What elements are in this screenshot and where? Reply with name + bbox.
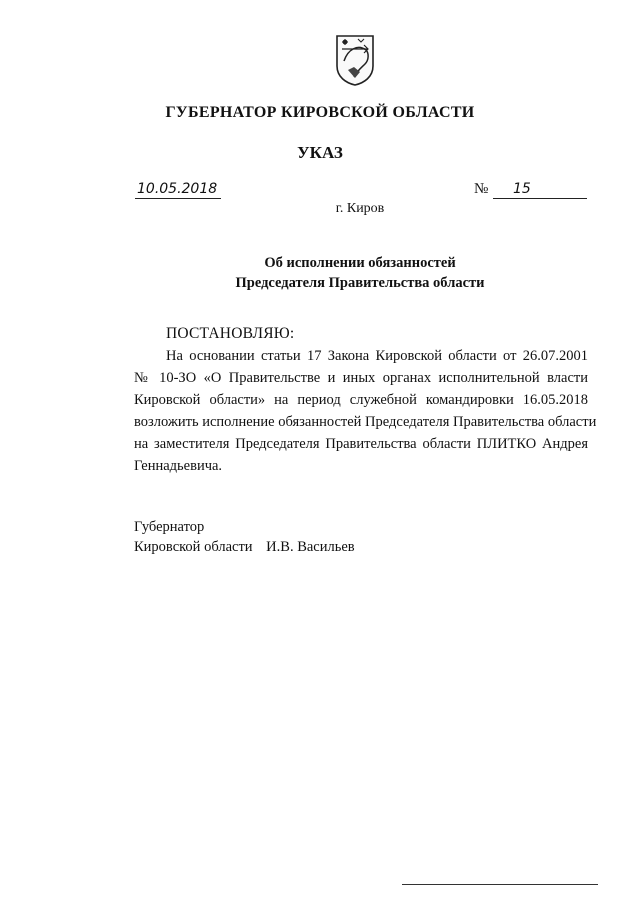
number-label: № xyxy=(474,181,489,197)
body-line: на заместителя Председателя Правительства области ПЛИТКО Андрея xyxy=(134,436,588,452)
document-number: 15 xyxy=(493,180,587,199)
issuer-title: ГУБЕРНАТОР КИРОВСКОЙ ОБЛАСТИ xyxy=(165,104,475,121)
subject-line: Председателя Правительства области xyxy=(235,275,485,291)
document-type: УКАЗ xyxy=(297,143,343,162)
decree-word: ПОСТАНОВЛЯЮ: xyxy=(166,325,295,342)
signature-block xyxy=(134,517,355,557)
body-line: № 10-ЗО «О Правительстве и иных органах исполнительной власти xyxy=(134,370,588,386)
body-line: Кировской области» на период служебной командировки 16.05.2018 xyxy=(134,392,588,408)
footer-divider xyxy=(402,884,598,885)
document-subject xyxy=(0,253,640,293)
coat-of-arms-emblem xyxy=(334,34,376,86)
body-line: На основании статьи 17 Закона Кировской области от 26.07.2001 xyxy=(166,348,588,364)
body-line: возложить исполнение обязанностей Председателя Правительства области xyxy=(134,414,597,430)
city-name: г. Киров xyxy=(335,201,385,216)
signatory-region: Кировской области xyxy=(134,539,253,555)
body-line: Геннадьевича. xyxy=(134,458,223,474)
signatory-position: Губернатор xyxy=(134,519,205,535)
subject-line: Об исполнении обязанностей xyxy=(264,255,456,271)
decree-body xyxy=(134,345,597,477)
signatory-name: И.В. Васильев xyxy=(266,539,355,555)
document-date: 10.05.2018 xyxy=(135,180,221,199)
